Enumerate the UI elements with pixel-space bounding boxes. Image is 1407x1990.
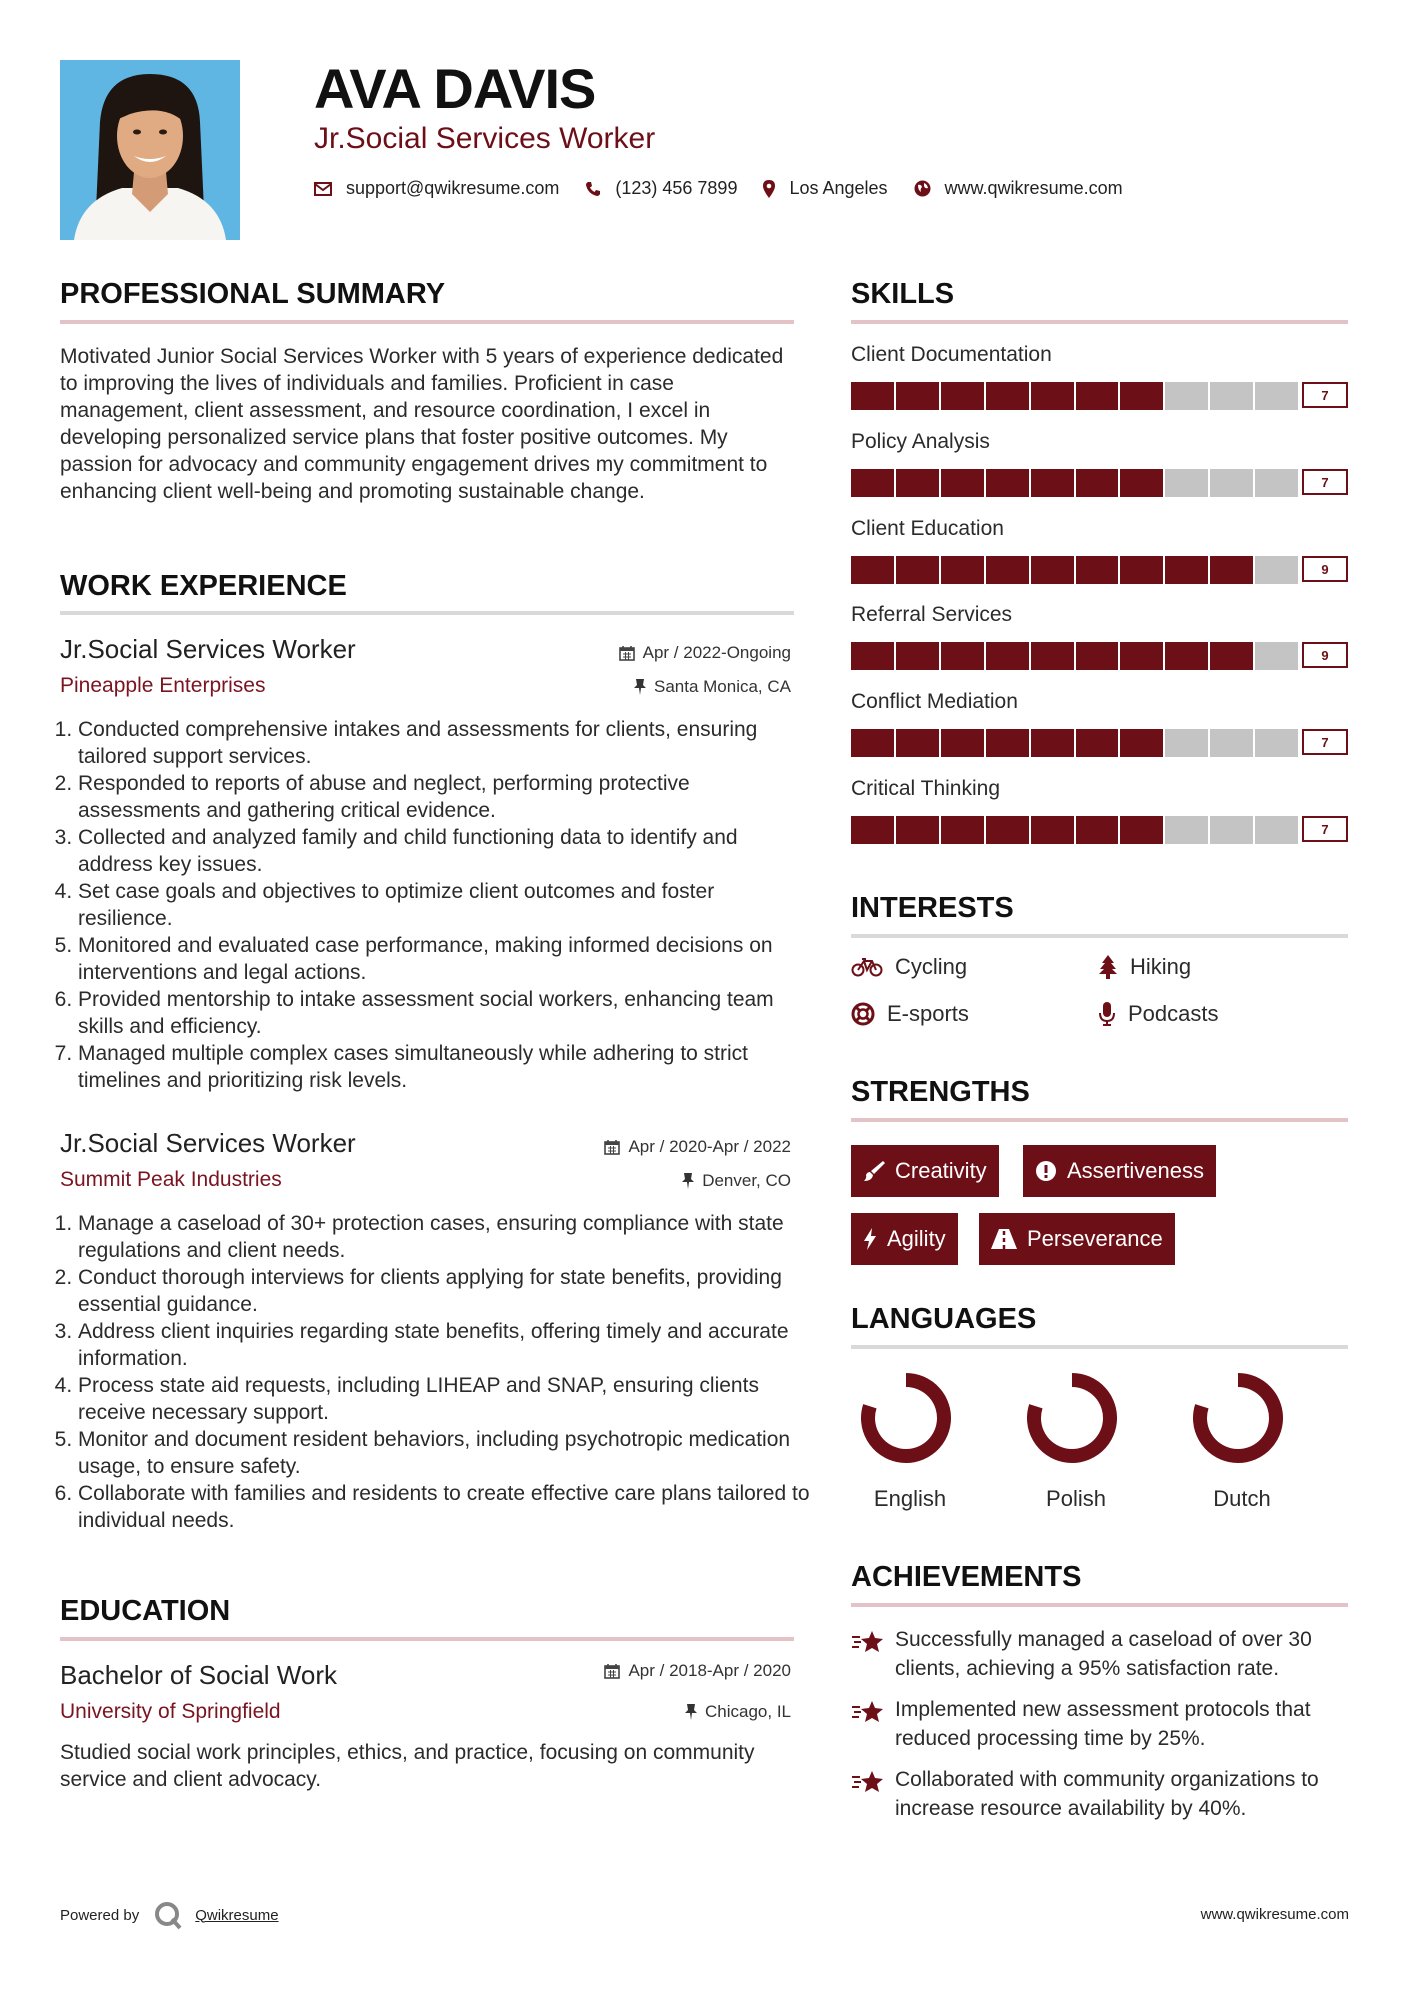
skill-score: 7 xyxy=(1302,816,1348,842)
skill-segment xyxy=(1210,729,1253,757)
interests-heading: INTERESTS xyxy=(851,892,1014,924)
strength-label: Agility xyxy=(887,1226,946,1251)
list-item: 2. Responded to reports of abuse and neglect, performing protective assessments and gathering critical evidence. xyxy=(78,770,813,824)
skill-segment xyxy=(896,556,939,584)
profile-photo xyxy=(60,60,240,240)
list-item: 6. Provided mentorship to intake assessment social workers, enhancing team skills and efficiency. xyxy=(78,986,813,1040)
skill-segment xyxy=(1031,556,1074,584)
candidate-title: Jr.Social Services Worker xyxy=(314,122,656,155)
job-dates xyxy=(604,1137,791,1157)
skill-segment xyxy=(986,469,1029,497)
strength-label: Perseverance xyxy=(1027,1226,1163,1251)
powered-by-text: Powered by xyxy=(60,1906,140,1924)
school-name: University of Springfield xyxy=(60,1700,281,1723)
pushpin-icon xyxy=(682,1173,694,1189)
job-location-text: Denver, CO xyxy=(702,1171,791,1190)
strength-label: Assertiveness xyxy=(1067,1158,1204,1183)
shooting-star-icon xyxy=(851,1628,885,1656)
calendar-icon xyxy=(604,1139,620,1155)
interest-item xyxy=(1098,1001,1219,1027)
job-dates-text: Apr / 2022-Ongoing xyxy=(642,643,791,662)
skill-segment xyxy=(896,642,939,670)
skill-segment xyxy=(1255,816,1298,844)
job-title: Jr.Social Services Worker xyxy=(60,1128,356,1158)
language-label: Polish xyxy=(1046,1486,1106,1511)
interest-label: Hiking xyxy=(1130,954,1192,979)
shooting-star-icon xyxy=(851,1768,885,1796)
skill-bar xyxy=(851,382,1348,410)
list-item: 2. Conduct thorough interviews for clients applying for state benefits, providing essential guidance. xyxy=(78,1264,813,1318)
interest-item xyxy=(851,954,967,980)
interest-label: Podcasts xyxy=(1128,1001,1219,1026)
skill-segment xyxy=(1076,382,1119,410)
location-text: Los Angeles xyxy=(789,178,888,198)
contact-website[interactable] xyxy=(914,178,1123,199)
skill-segment xyxy=(1031,382,1074,410)
interest-label: Cycling xyxy=(895,954,968,979)
skill-segment xyxy=(1120,382,1163,410)
education-description: Studied social work principles, ethics, and practice, focusing on community service and client advocacy. xyxy=(60,1741,755,1791)
skill-segment xyxy=(1255,642,1298,670)
skill-segment xyxy=(941,469,984,497)
language-ring xyxy=(856,1368,956,1468)
skill-segment xyxy=(1255,469,1298,497)
list-item: 5. Monitor and document resident behaviors, including psychotropic medication usage, to ensure safety. xyxy=(78,1426,813,1480)
skill-segment xyxy=(1165,729,1208,757)
skill-segment xyxy=(986,816,1029,844)
strength-tag xyxy=(1023,1145,1216,1197)
languages-divider xyxy=(851,1345,1348,1349)
skill-segment xyxy=(986,382,1029,410)
list-item: 4. Process state aid requests, including LIHEAP and SNAP, ensuring clients receive necessary support. xyxy=(78,1372,813,1426)
summary-text: Motivated Junior Social Services Worker with 5 years of experience dedicated to improving the lives of individuals and families. Proficient in case management, client assessment, and resource coordination, I excel in developing personalized service plans that foster positive outcomes. My passion for advocacy and community engagement drives my commitment to enhancing client well-being and promoting sustainable change. xyxy=(60,345,784,503)
list-item: 1. Conducted comprehensive intakes and assessments for clients, ensuring tailored support services. xyxy=(78,716,813,770)
list-item: 3. Collected and analyzed family and child functioning data to identify and address key issues. xyxy=(78,824,813,878)
skill-segment xyxy=(1120,469,1163,497)
list-item: 4. Set case goals and objectives to optimize client outcomes and foster resilience. xyxy=(78,878,813,932)
skill-segment xyxy=(1210,642,1253,670)
education-heading: EDUCATION xyxy=(60,1595,231,1627)
job-location xyxy=(682,1171,791,1191)
skill-segment xyxy=(1076,642,1119,670)
job-location-text: Santa Monica, CA xyxy=(653,677,791,696)
strengths-divider xyxy=(851,1118,1348,1122)
job-company: Pineapple Enterprises xyxy=(60,674,266,697)
skill-segment xyxy=(1210,556,1253,584)
skill-bar xyxy=(851,469,1348,497)
skill-segment xyxy=(941,556,984,584)
shooting-star-icon xyxy=(851,1698,885,1726)
job-dates xyxy=(619,643,791,663)
skill-name: Client Documentation xyxy=(851,343,1052,366)
list-item: 3. Address client inquiries regarding state benefits, offering timely and accurate information. xyxy=(78,1318,813,1372)
calendar-icon xyxy=(604,1663,620,1679)
contact-phone[interactable] xyxy=(585,178,737,199)
skill-segment xyxy=(1120,642,1163,670)
experience-divider xyxy=(60,611,794,615)
strength-tag xyxy=(851,1213,958,1265)
experience-heading: WORK EXPERIENCE xyxy=(60,570,347,602)
interest-item xyxy=(1098,954,1191,980)
brush-icon xyxy=(863,1160,885,1182)
skill-segment xyxy=(1031,469,1074,497)
map-pin-icon xyxy=(763,180,775,198)
website-text: www.qwikresume.com xyxy=(944,178,1123,198)
language-ring-arc xyxy=(868,1380,944,1456)
strengths-heading: STRENGTHS xyxy=(851,1076,1030,1108)
interest-label: E-sports xyxy=(887,1001,969,1026)
skill-segment xyxy=(986,642,1029,670)
qwikresume-logo-icon xyxy=(153,1900,183,1930)
skill-segment xyxy=(986,556,1029,584)
phone-text: (123) 456 7899 xyxy=(615,178,738,198)
achievement-item: Successfully managed a caseload of over 30 clients, achieving a 95% satisfaction rate. xyxy=(895,1628,1312,1680)
skill-segment xyxy=(1120,556,1163,584)
skill-segment xyxy=(851,642,894,670)
skill-segment xyxy=(851,556,894,584)
skill-segment xyxy=(1031,729,1074,757)
skill-segment xyxy=(1031,816,1074,844)
skill-segment xyxy=(1076,816,1119,844)
skill-score: 7 xyxy=(1302,382,1348,408)
skill-bar xyxy=(851,729,1348,757)
skill-bar xyxy=(851,816,1348,844)
skill-segment xyxy=(1120,729,1163,757)
interest-item xyxy=(851,1001,969,1027)
education-divider xyxy=(60,1637,794,1641)
skill-segment xyxy=(1165,556,1208,584)
brand-link[interactable]: Qwikresume xyxy=(195,1906,279,1924)
road-icon xyxy=(991,1229,1017,1249)
calendar-icon xyxy=(619,645,635,661)
candidate-name: AVA DAVIS xyxy=(314,57,596,120)
summary-heading: PROFESSIONAL SUMMARY xyxy=(60,278,446,310)
languages-heading: LANGUAGES xyxy=(851,1303,1037,1335)
skill-name: Critical Thinking xyxy=(851,777,1000,800)
strength-tag xyxy=(979,1213,1175,1265)
skill-segment xyxy=(896,469,939,497)
skill-bar xyxy=(851,642,1348,670)
bicycle-icon xyxy=(851,957,883,977)
education-location-text: Chicago, IL xyxy=(705,1702,791,1721)
footer-branding xyxy=(60,1900,279,1930)
phone-icon xyxy=(585,181,601,197)
skill-score: 7 xyxy=(1302,729,1348,755)
job-responsibilities xyxy=(60,716,813,1094)
skill-segment xyxy=(1076,729,1119,757)
globe-icon xyxy=(914,180,931,197)
pushpin-icon xyxy=(634,679,646,695)
contact-location xyxy=(763,178,887,199)
skill-segment xyxy=(851,729,894,757)
contact-row xyxy=(314,178,1149,199)
skill-segment xyxy=(1210,816,1253,844)
skill-segment xyxy=(896,816,939,844)
job-company: Summit Peak Industries xyxy=(60,1168,282,1191)
skill-score: 7 xyxy=(1302,469,1348,495)
skill-segment xyxy=(1031,642,1074,670)
skill-segment xyxy=(1120,816,1163,844)
exclamation-icon xyxy=(1035,1160,1057,1182)
skill-name: Referral Services xyxy=(851,603,1013,626)
skills-divider xyxy=(851,320,1348,324)
achievements-heading: ACHIEVEMENTS xyxy=(851,1561,1082,1593)
skill-segment xyxy=(896,382,939,410)
skill-score: 9 xyxy=(1302,642,1348,668)
job-location xyxy=(634,677,791,697)
skill-segment xyxy=(941,816,984,844)
envelope-icon xyxy=(314,182,332,196)
skill-segment xyxy=(941,642,984,670)
skill-segment xyxy=(851,469,894,497)
list-item: 6. Collaborate with families and residents to create effective care plans tailored to individual needs. xyxy=(78,1480,813,1534)
achievement-item: Implemented new assessment protocols that reduced processing time by 25%. xyxy=(895,1698,1311,1750)
achievements-divider xyxy=(851,1603,1348,1607)
degree-title: Bachelor of Social Work xyxy=(60,1660,337,1690)
language-ring xyxy=(1188,1368,1288,1468)
job-dates-text: Apr / 2020-Apr / 2022 xyxy=(628,1137,791,1156)
skill-segment xyxy=(1076,556,1119,584)
skill-score: 9 xyxy=(1302,556,1348,582)
skill-segment xyxy=(1076,469,1119,497)
skill-segment xyxy=(851,816,894,844)
language-ring-arc xyxy=(1034,1380,1110,1456)
skill-name: Client Education xyxy=(851,517,1004,540)
footer-website[interactable]: www.qwikresume.com xyxy=(1200,1906,1349,1923)
education-dates-text: Apr / 2018-Apr / 2020 xyxy=(628,1661,791,1680)
microphone-icon xyxy=(1098,1002,1116,1026)
skill-segment xyxy=(1210,469,1253,497)
skill-segment xyxy=(1165,382,1208,410)
education-dates xyxy=(604,1661,791,1681)
contact-email[interactable] xyxy=(314,178,559,199)
skill-segment xyxy=(1165,642,1208,670)
email-text: support@qwikresume.com xyxy=(346,178,560,198)
job-responsibilities xyxy=(60,1210,813,1534)
list-item: 1. Manage a caseload of 30+ protection cases, ensuring compliance with state regulations and client needs. xyxy=(78,1210,813,1264)
pushpin-icon xyxy=(685,1704,697,1720)
lifebuoy-icon xyxy=(851,1002,875,1026)
skill-segment xyxy=(1165,469,1208,497)
strength-label: Creativity xyxy=(895,1158,987,1183)
skill-segment xyxy=(1165,816,1208,844)
language-label: English xyxy=(873,1486,947,1511)
skill-name: Policy Analysis xyxy=(851,430,990,453)
skills-heading: SKILLS xyxy=(851,278,955,310)
skill-segment xyxy=(1210,382,1253,410)
interests-divider xyxy=(851,934,1348,938)
list-item: 7. Managed multiple complex cases simultaneously while adhering to strict timelines and prioritizing risk levels. xyxy=(78,1040,813,1094)
skill-segment xyxy=(1255,729,1298,757)
skill-segment xyxy=(941,729,984,757)
achievement-item: Collaborated with community organizations to increase resource availability by 40%. xyxy=(895,1768,1319,1820)
tree-icon xyxy=(1098,955,1118,979)
language-ring-arc xyxy=(1200,1380,1276,1456)
skill-segment xyxy=(941,382,984,410)
skill-name: Conflict Mediation xyxy=(851,690,1018,713)
job-title: Jr.Social Services Worker xyxy=(60,634,356,664)
skill-segment xyxy=(1255,382,1298,410)
skill-segment xyxy=(986,729,1029,757)
list-item: 5. Monitored and evaluated case performance, making informed decisions on interventions and legal actions. xyxy=(78,932,813,986)
skill-bar xyxy=(851,556,1348,584)
education-location xyxy=(685,1702,791,1722)
language-label: Dutch xyxy=(1213,1486,1271,1511)
skill-segment xyxy=(851,382,894,410)
language-ring xyxy=(1022,1368,1122,1468)
strength-tag xyxy=(851,1145,999,1197)
skill-segment xyxy=(1255,556,1298,584)
skill-segment xyxy=(896,729,939,757)
summary-divider xyxy=(60,320,794,324)
bolt-icon xyxy=(863,1228,877,1250)
